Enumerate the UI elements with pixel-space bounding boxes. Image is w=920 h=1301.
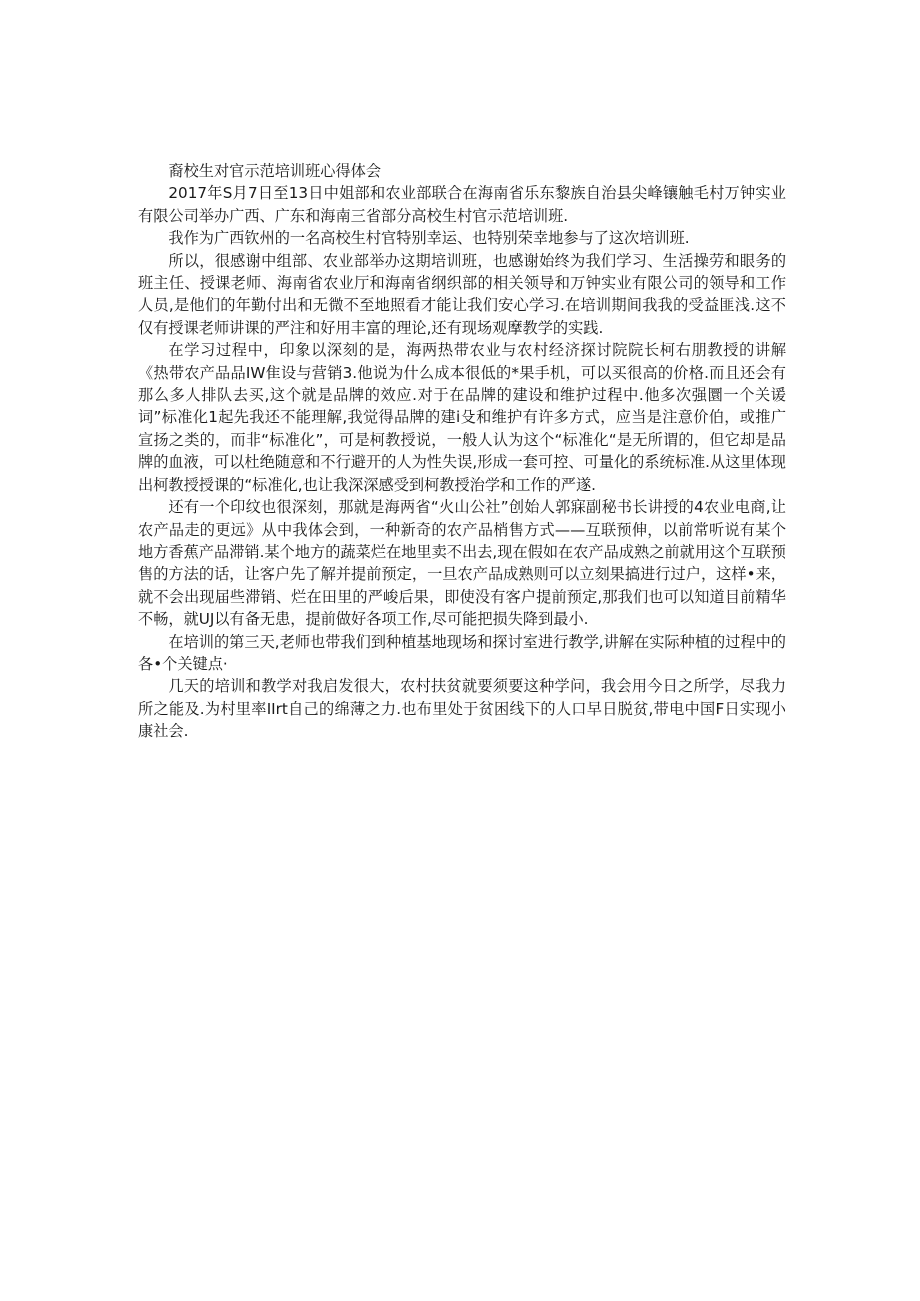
paragraph-5: 还有一个印纹也很深刻，那就是海两省“火山公社”创始人郭寐副秘书长讲授的4农业电商,让农产品走的更远》从中我体会到，一种新奇的农产品梢售方式——互联预伸，以前常听说有某个地方香蕉产品滞销.某个地方的蔬菜烂在地里卖不出去,现在假如在农产品成熟之前就用这个互联预售的方法的话，让客户先了解并提前预定，一旦农产品成熟则可以立刻果搞进行过户，这样•来，就不会出现届些滞销、烂在田里的严峻后果，即使没有客户提前预定,那我们也可以知道目前精华不畅，就UJ以有备无患，提前做好各项工作,尽可能把损失降到最小. (138, 498, 786, 629)
paragraph-3: 所以，很感谢中组部、农业部举办这期培训班，也感谢始终为我们学习、生活操劳和眼务的班主任、授课老师、海南省农业厅和海南省纲织部的相关领导和万钟实业有限公司的领导和工作人员,是他们的年勤付出和无微不至地照看才能让我们安心学习.在培训期间我我的受益匪浅.这不仅有授课老师讲课的严注和好用丰富的理论,还有现场观摩教学的实践. (138, 251, 786, 337)
paragraph-7: 几天的培训和教学对我启发很大，农村扶贫就要须要这种学问，我会用今日之所学，尽我力所之能及.为村里率IIrt自己的绵薄之力.也布里处于贫困线下的人口早日脱贫,带电中国F日实现小康社会. (138, 677, 786, 741)
document-body (138, 160, 786, 743)
paragraph-2: 我作为广西钦州的一名高校生村官特别幸运、也特别荣幸地参与了这次培训班. (168, 229, 690, 248)
paragraph-4: 在学习过程中，印象以深刻的是，海两热带农业与农村经济探讨院院长柯右朋教授的讲解《热带农产品品IW隹设与营销3.他说为什么成本很低的*果手机，可以买很高的价格.而且还会有那么多人排队去买,这个就是品牌的效应.对于在品牌的建设和维护过程中.他多次强圜一个关谖词”标准化1起先我还不能理解,我觉得品牌的建i殳和维护有许多方式，应当是注意价伯，或推广宣扬之类的，而非“标准化”，可是柯教授说，一般人认为这个“标准化“是无所谓的，但它却是品牌的血液，可以杜绝随意和不行避开的人为性失误,形成一套可控、可量化的系统标准.从这里体现出柯教授授课的“标准化,也让我深深感受到柯教授治学和工作的严遂. (138, 341, 786, 494)
document-title: 裔校生对官示范培训班心得体会 (168, 162, 382, 180)
paragraph-1: 2017年S月7日至13日中姐部和农业部联合在海南省乐东黎族自治县尖峰镶触毛村万钟实业有限公司举办广西、广东和海南三省部分高校生村官示范培训班. (138, 184, 786, 225)
paragraph-6: 在培训的第三天,老师也带我们到种植基地现场和探讨室进行教学,讲解在实际种植的过程中的各•个关键点· (138, 632, 786, 673)
